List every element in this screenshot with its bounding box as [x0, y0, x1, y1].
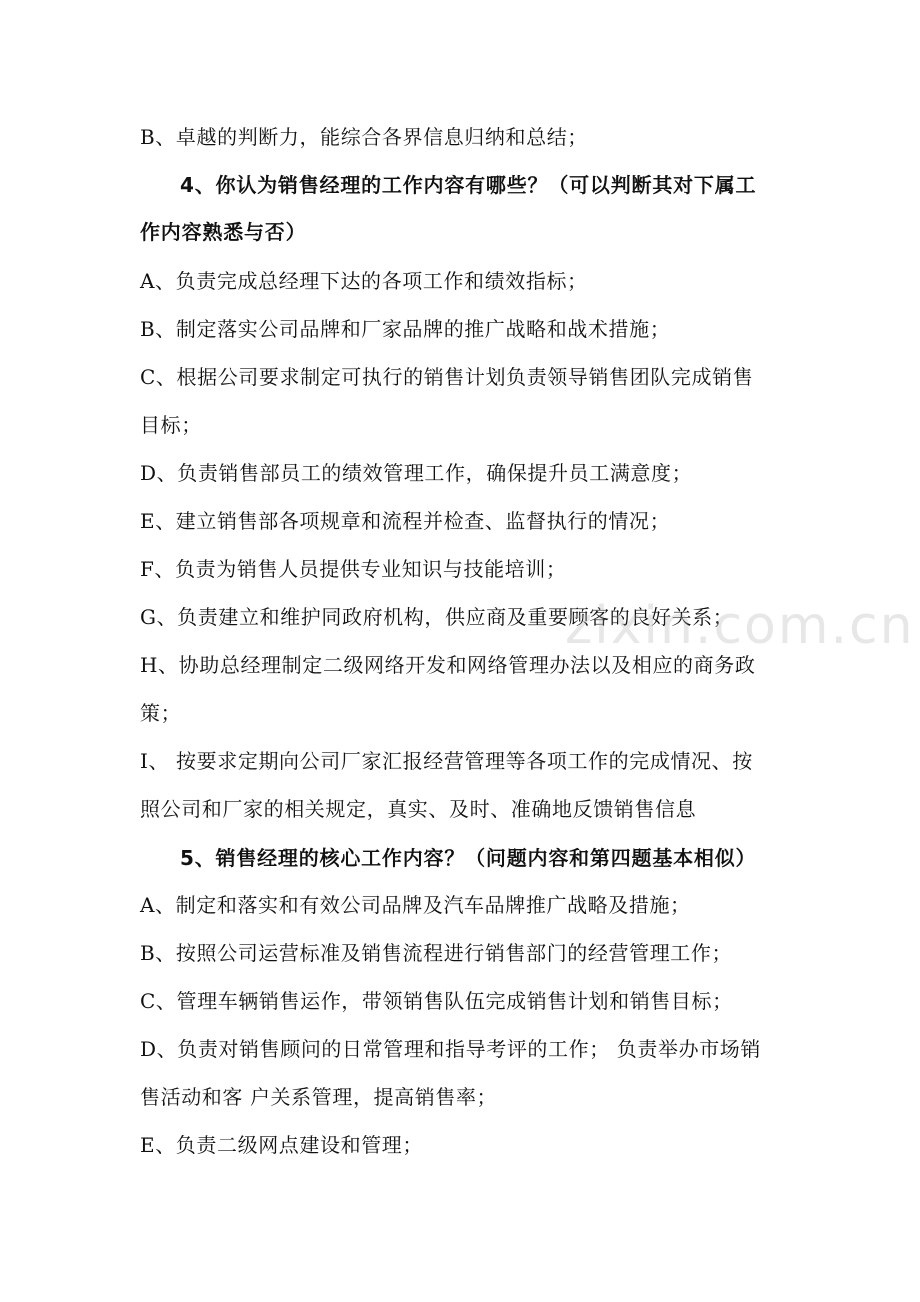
text-line: D、负责销售部员工的绩效管理工作，确保提升员工满意度； [140, 461, 693, 485]
text-line: 售活动和客 户关系管理，提高销售率； [140, 1085, 498, 1109]
text-line: C、根据公司要求制定可执行的销售计划负责领导销售团队完成销售 [140, 365, 754, 389]
text-line: G、负责建立和维护同政府机构，供应商及重要顾客的良好关系； [140, 605, 734, 629]
text-line: A、制定和落实和有效公司品牌及汽车品牌推广战略及措施； [140, 893, 691, 917]
section-heading-continued: 作内容熟悉与否） [140, 220, 307, 244]
text-line: 目标； [140, 413, 202, 437]
text-line: B、卓越的判断力，能综合各界信息归纳和总结； [140, 125, 588, 149]
text-line: B、按照公司运营标准及销售流程进行销售部门的经营管理工作； [140, 941, 733, 965]
text-line: I、 按要求定期向公司厂家汇报经营管理等各项工作的完成情况、按 [140, 749, 753, 773]
watermark: zixin.com.cn [565, 596, 915, 656]
text-line: E、负责二级网点建设和管理； [140, 1133, 423, 1157]
text-line: 策； [140, 701, 182, 725]
text-line: E、建立销售部各项规章和流程并检查、监督执行的情况； [140, 509, 671, 533]
text-line: D、负责对销售顾问的日常管理和指导考评的工作； 负责举办市场销 [140, 1037, 761, 1061]
text-line: B、制定落实公司品牌和厂家品牌的推广战略和战术措施； [140, 317, 671, 341]
text-line: 照公司和厂家的相关规定，真实、及时、准确地反馈销售信息 [140, 797, 697, 821]
text-line: C、管理车辆销售运作，带领销售队伍完成销售计划和销售目标； [140, 989, 733, 1013]
text-line: H、协助总经理制定二级网络开发和网络管理办法以及相应的商务政 [140, 653, 756, 677]
text-line: A、负责完成总经理下达的各项工作和绩效指标； [140, 269, 588, 293]
section-heading: 5、销售经理的核心工作内容？（问题内容和第四题基本相似） [180, 846, 757, 870]
text-line: F、负责为销售人员提供专业知识与技能培训； [140, 557, 567, 581]
section-heading: 4、你认为销售经理的工作内容有哪些？（可以判断其对下属工 [180, 173, 757, 197]
